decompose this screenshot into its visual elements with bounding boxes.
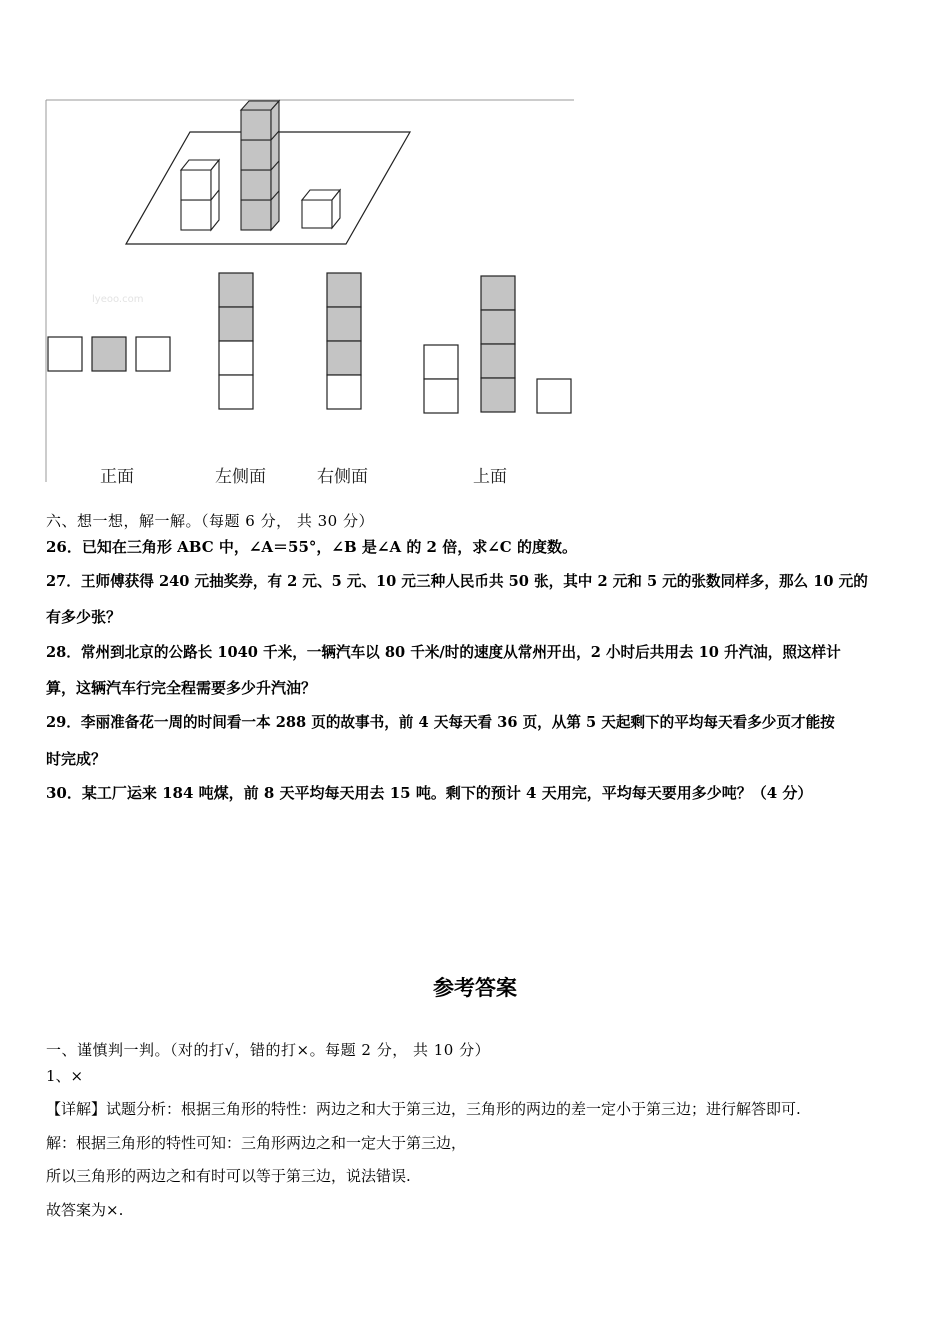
question-30: 30．某工厂运来 184 吨煤，前 8 天平均每天用去 15 吨。剩下的预计 4 天用完，平均每天要用多少吨？（4 分） bbox=[46, 784, 813, 802]
question-28-line1: 28．常州到北京的公路长 1040 千米，一辆汽车以 80 千米/时的速度从常州开出，2 小时后共用去 10 升汽油，照这样计 bbox=[46, 644, 841, 661]
watermark-text: lyeoo.com bbox=[92, 294, 144, 305]
left-stack-3d bbox=[181, 160, 219, 230]
answer-1-solution-line2: 所以三角形的两边之和有时可以等于第三边，说法错误. bbox=[46, 1167, 411, 1185]
label-right-side: 右侧面 bbox=[317, 467, 368, 487]
question-27-line2: 有多少张？ bbox=[46, 608, 122, 626]
right-side-view bbox=[327, 273, 361, 409]
answer-1-solution-line3: 故答案为×. bbox=[46, 1201, 124, 1219]
cube-diagram bbox=[44, 98, 576, 484]
label-left-side: 左侧面 bbox=[215, 467, 266, 487]
section6-header: 六、想一想，解一解。（每题 6 分， 共 30 分） bbox=[46, 512, 374, 530]
question-28-line2: 算，这辆汽车行完全程需要多少升汽油？ bbox=[46, 679, 317, 697]
right-cube-3d bbox=[302, 190, 340, 228]
question-26: 26．已知在三角形 ABC 中，∠A＝55°，∠B 是∠A 的 2 倍，求∠C 的度数。 bbox=[46, 538, 577, 556]
answers-section1-header: 一、谨慎判一判。（对的打√，错的打×。每题 2 分， 共 10 分） bbox=[46, 1041, 491, 1059]
question-29-line2: 时完成？ bbox=[46, 750, 107, 768]
label-front: 正面 bbox=[100, 467, 134, 487]
label-top: 上面 bbox=[473, 467, 507, 487]
middle-stack-3d bbox=[241, 101, 279, 230]
front-view bbox=[48, 337, 170, 371]
cube-views-figure bbox=[44, 98, 576, 487]
front-view-square bbox=[48, 337, 82, 371]
answer-1: 1、× bbox=[46, 1067, 84, 1085]
top-view bbox=[424, 276, 571, 413]
answer-1-detail: 【详解】试题分析：根据三角形的特性：两边之和大于第三边，三角形的两边的差一定小于第三边；进行解答即可. bbox=[46, 1100, 801, 1118]
question-27-line1: 27．王师傅获得 240 元抽奖券，有 2 元、5 元、10 元三种人民币共 50 张，其中 2 元和 5 元的张数同样多，那么 10 元的 bbox=[46, 573, 868, 590]
answers-title: 参考答案 bbox=[433, 975, 517, 1000]
front-view-square bbox=[92, 337, 126, 371]
answer-1-solution-line1: 解：根据三角形的特性可知：三角形两边之和一定大于第三边， bbox=[46, 1134, 467, 1152]
left-side-view bbox=[219, 273, 253, 409]
question-29-line1: 29．李丽准备花一周的时间看一本 288 页的故事书，前 4 天每天看 36 页，从第 5 天起剩下的平均每天看多少页才能按 bbox=[46, 714, 835, 731]
front-view-square bbox=[136, 337, 170, 371]
